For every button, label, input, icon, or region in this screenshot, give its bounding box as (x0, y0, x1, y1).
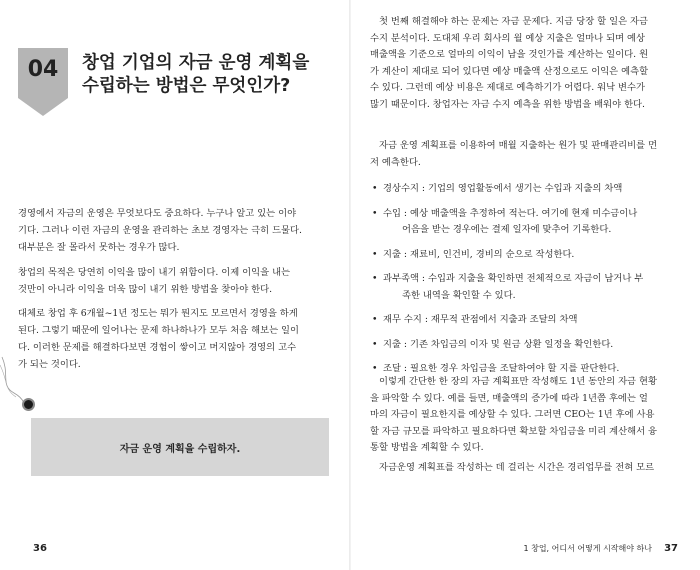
section-number: 04 (27, 57, 59, 82)
text-line: • 수입 : 예상 매출액을 추정하여 적는다. 여기에 현재 미수금이나 (383, 207, 638, 219)
text-line: 많기 때문이다. 창업자는 자금 수지 예측을 위한 방법을 배워야 한다. (370, 98, 645, 110)
list-item (370, 271, 688, 304)
text-line: 것만이 아니라 이익을 더욱 많이 내기 위한 방법을 찾아야 한다. (18, 284, 273, 295)
text-line: 족한 내역을 확인할 수 있다. (402, 289, 516, 301)
text-line: 수지 분석이다. 도대체 우리 회사의 월 예상 지출은 얼마나 되며 예상 (370, 32, 645, 44)
text-line: 다. 이러한 문제를 해결하다보면 경험이 쌓이고 머지않아 경영의 고수 (18, 342, 297, 353)
callout-text: 자금 운영 계획을 수립하자. (119, 443, 241, 455)
list-item (370, 312, 688, 329)
text-line: 을 파악할 수 있다. 예를 들면, 매출액의 증가에 따라 1년쯤 후에는 얼 (370, 392, 648, 404)
text-line: 수 있다. 그런데 예상 비용은 제대로 예측하기가 어렵다. 워낙 변수가 (370, 82, 645, 93)
running-head: 1 창업, 어디서 어떻게 시작해야 하나 (523, 544, 652, 553)
text-line: 저 예측한다. (370, 156, 421, 168)
text-line: • 지출 : 기존 차입금의 이자 및 원금 상환 일정을 확인한다. (383, 338, 614, 350)
list-item (370, 247, 688, 264)
chapter-title-line: 수립하는 방법은 무엇인가? (82, 76, 291, 96)
text-line: 매출액을 기준으로 얼마의 이익이 남을 것인가를 계산하는 일이다. 원 (370, 49, 649, 60)
text-line: 자금 운영 계획표를 이용하여 매월 지출하는 원가 및 판매관리비를 먼 (379, 140, 658, 151)
list-item (370, 337, 688, 354)
body-paragraph (18, 264, 334, 298)
text-line: • 지출 : 재료비, 인건비, 경비의 순으로 작성한다. (383, 248, 575, 260)
pushpin-icon (22, 398, 35, 411)
bullet-list (370, 181, 688, 386)
text-line: 자금운영 계획표를 작성하는 데 걸리는 시간은 경리업무를 전혀 모르 (379, 462, 655, 473)
text-line: 된다. 그렇기 때문에 일어나는 문제 하나하나가 모두 처음 해보는 일이 (18, 325, 300, 336)
body-paragraph (370, 460, 688, 477)
text-line: 창업의 목적은 당연히 이익을 많이 내기 위함이다. 이제 이익을 내는 (18, 267, 291, 278)
page-number: 36 (33, 543, 47, 554)
body-paragraph (370, 138, 688, 171)
text-line: • 재무 수지 : 재무적 관점에서 지출과 조달의 차액 (383, 314, 578, 325)
page-number: 37 (664, 543, 678, 554)
right-page (350, 0, 700, 570)
text-line: • 과부족액 : 수입과 지출을 확인하면 전체적으로 자금이 남거나 부 (383, 273, 644, 284)
text-line: 기다. 그러나 이런 자금의 운영을 관리하는 초보 경영자는 극히 드물다. (18, 225, 302, 236)
text-line: 첫 번째 해결해야 하는 문제는 자금 문제다. 지금 당장 할 일은 자금 (379, 16, 648, 27)
text-line: 경영에서 자금의 운영은 무엇보다도 중요하다. 누구나 알고 있는 이야 (18, 208, 297, 219)
text-line: 통할 방법을 계획할 수 있다. (370, 442, 484, 453)
text-line: 할 자금 규모를 파악하고 필요하다면 확보할 차입금을 미리 계산해서 융 (370, 425, 658, 437)
text-line: 대체로 창업 후 6개월~1년 정도는 뭐가 뭔지도 모르면서 경영을 하게 (18, 308, 298, 319)
body-paragraph (18, 205, 334, 256)
text-line: 마의 자금이 필요한지를 예상할 수 있다. 그러면 CEO는 1년 후에 사용 (370, 409, 655, 420)
chapter-title-line: 창업 기업의 자금 운영 계획을 (82, 53, 310, 73)
body-paragraph (370, 14, 688, 113)
text-line: • 경상수지 : 기업의 영업활동에서 생기는 수입과 지출의 차액 (383, 183, 623, 194)
body-paragraph (18, 305, 334, 373)
text-line: 가 계산이 제대로 되어 있다면 예상 매출액 산정으로도 이익은 예측할 (370, 65, 649, 77)
text-line: 대부분은 잘 몰라서 못하는 경우가 많다. (18, 242, 180, 253)
text-line: 이렇게 간단한 한 장의 자금 계획표만 작성해도 1년 동안의 자금 현황 (379, 376, 657, 387)
list-item (370, 181, 688, 198)
text-line: • 조달 : 필요한 경우 차입금을 조달하여야 할 지를 판단한다. (383, 363, 620, 374)
body-paragraph (370, 374, 688, 457)
text-line: 어음을 받는 경우에는 결제 일자에 맞추어 기록한다. (402, 224, 612, 235)
callout-box (31, 418, 329, 476)
list-item (370, 206, 688, 239)
chapter-title (82, 52, 342, 98)
text-line: 가 되는 것이다. (18, 359, 81, 370)
